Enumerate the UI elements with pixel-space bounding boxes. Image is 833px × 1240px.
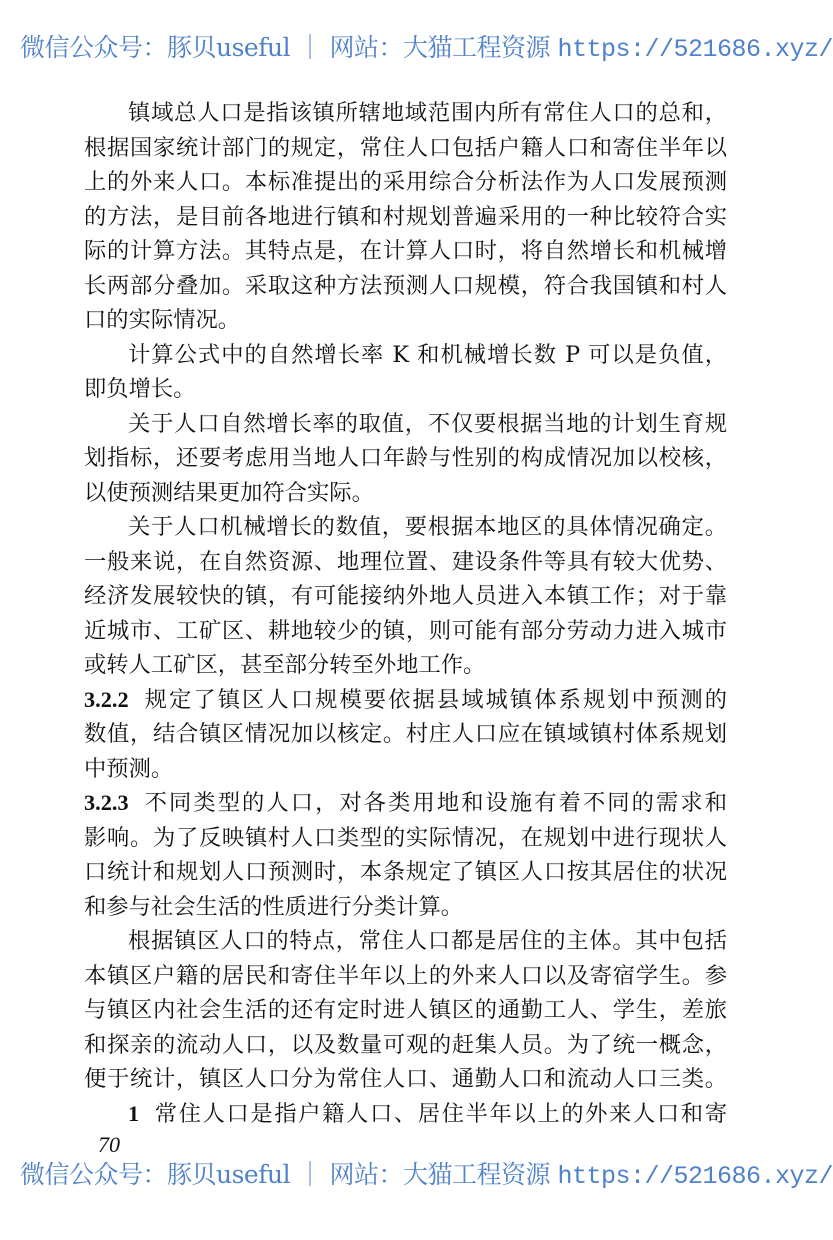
line-text: 数值，结合镇区情况加以核定。村庄人口应在镇域镇村体系规划: [84, 721, 727, 747]
text-line: [84, 1097, 727, 1132]
text-line: [84, 96, 727, 131]
text-line: [84, 407, 727, 442]
line-text: 根据镇区人口的特点，常住人口都是居住的主体。其中包括: [128, 928, 727, 954]
clause-number: 3.2.3: [84, 790, 129, 815]
text-line: [84, 614, 727, 649]
text-line: [84, 1028, 727, 1063]
text-line: [84, 165, 727, 200]
line-text: 关于人口机械增长的数值，要根据本地区的具体情况确定。: [128, 514, 727, 540]
line-text: 本镇区户籍的居民和寄住半年以上的外来人口以及寄宿学生。参: [84, 962, 727, 989]
line-text: 口的实际情况。: [84, 307, 241, 333]
text-line: [84, 510, 727, 545]
line-text: 与镇区内社会生活的还有定时进人镇区的通勤工人、学生，差旅: [84, 997, 727, 1023]
line-text: 或转人工矿区，甚至部分转至外地工作。: [84, 652, 486, 678]
line-text: 上的外来人口。本标准提出的采用综合分析法作为人口发展预测: [84, 169, 727, 195]
text-line: [84, 476, 727, 511]
watermark-top: [20, 28, 833, 64]
text-line: [84, 579, 727, 614]
text-line: [84, 269, 727, 304]
line-text: 和探亲的流动人口，以及数量可观的赶集人员。为了统一概念，: [84, 1031, 727, 1058]
text-line: [84, 545, 727, 580]
line-text: 的方法，是目前各地进行镇和村规划普遍采用的一种比较符合实: [84, 203, 727, 230]
line-text: 影响。为了反映镇村人口类型的实际情况，在规划中进行现状人: [84, 824, 727, 851]
line-text: 即负增长。: [84, 376, 196, 402]
watermark-url: https://521686.xyz/: [557, 35, 833, 64]
text-line: [84, 441, 727, 476]
line-text: 常住人口是指户籍人口、居住半年以上的外来人口和寄: [153, 1100, 727, 1127]
text-line: [84, 786, 727, 821]
text-line: [84, 234, 727, 269]
text-line: [84, 1062, 727, 1097]
text-line: [84, 993, 727, 1028]
page-number: 70: [98, 1132, 120, 1157]
line-text: 长两部分叠加。采取这种方法预测人口规模，符合我国镇和村人: [84, 272, 727, 299]
text-line: [84, 200, 727, 235]
text-line: [84, 752, 727, 787]
line-text: 一般来说，在自然资源、地理位置、建设条件等具有较大优势、: [84, 548, 727, 575]
clause-number: 3.2.2: [84, 686, 129, 712]
line-text: 镇域总人口是指该镇所辖地域范围内所有常住人口的总和，: [128, 100, 727, 126]
line-text: 经济发展较快的镇，有可能接纳外地人员进入本镇工作；对于靠: [84, 583, 727, 609]
text-line: [84, 855, 727, 890]
text-line: [84, 890, 727, 925]
text-line: [84, 717, 727, 752]
text-line: [84, 959, 727, 994]
watermark-bottom: [20, 1155, 833, 1191]
watermark-text: 微信公众号：豚贝useful ｜ 网站：大猫工程资源: [20, 1160, 550, 1189]
text-line: [84, 924, 727, 959]
line-text: 际的计算方法。其特点是，在计算人口时，将自然增长和机械增: [84, 238, 727, 264]
line-text: 规定了镇区人口规模要依据县域城镇体系规划中预测的: [142, 686, 727, 713]
line-text: 口统计和规划人口预测时，本条规定了镇区人口按其居住的状况: [84, 859, 727, 885]
text-line: [84, 131, 727, 166]
line-text: 便于统计，镇区人口分为常住人口、通勤人口和流动人口三类。: [84, 1066, 727, 1092]
clause-number: 1: [128, 1100, 140, 1126]
line-text: 以使预测结果更加符合实际。: [84, 479, 374, 506]
watermark-url: https://521686.xyz/: [557, 1162, 833, 1191]
text-line: [84, 821, 727, 856]
text-line: [84, 683, 727, 718]
text-line: [84, 372, 727, 407]
text-line: [84, 338, 727, 373]
line-text: 和参与社会生活的性质进行分类计算。: [84, 893, 464, 920]
document-body: [84, 96, 727, 1131]
line-text: 计算公式中的自然增长率 K 和机械增长数 P 可以是负值，: [128, 341, 727, 368]
line-text: 中预测。: [84, 755, 174, 782]
line-text: 划指标，还要考虑用当地人口年龄与性别的构成情况加以校核，: [84, 445, 727, 471]
line-text: 不同类型的人口，对各类用地和设施有着不同的需求和: [142, 790, 727, 816]
watermark-text: 微信公众号：豚贝useful ｜ 网站：大猫工程资源: [20, 33, 550, 62]
text-line: [84, 648, 727, 683]
line-text: 近城市、工矿区、耕地较少的镇，则可能有部分劳动力进入城市: [84, 617, 727, 644]
text-line: [84, 303, 727, 338]
line-text: 关于人口自然增长率的取值，不仅要根据当地的计划生育规: [128, 410, 727, 437]
line-text: 根据国家统计部门的规定，常住人口包括户籍人口和寄住半年以: [84, 134, 727, 161]
